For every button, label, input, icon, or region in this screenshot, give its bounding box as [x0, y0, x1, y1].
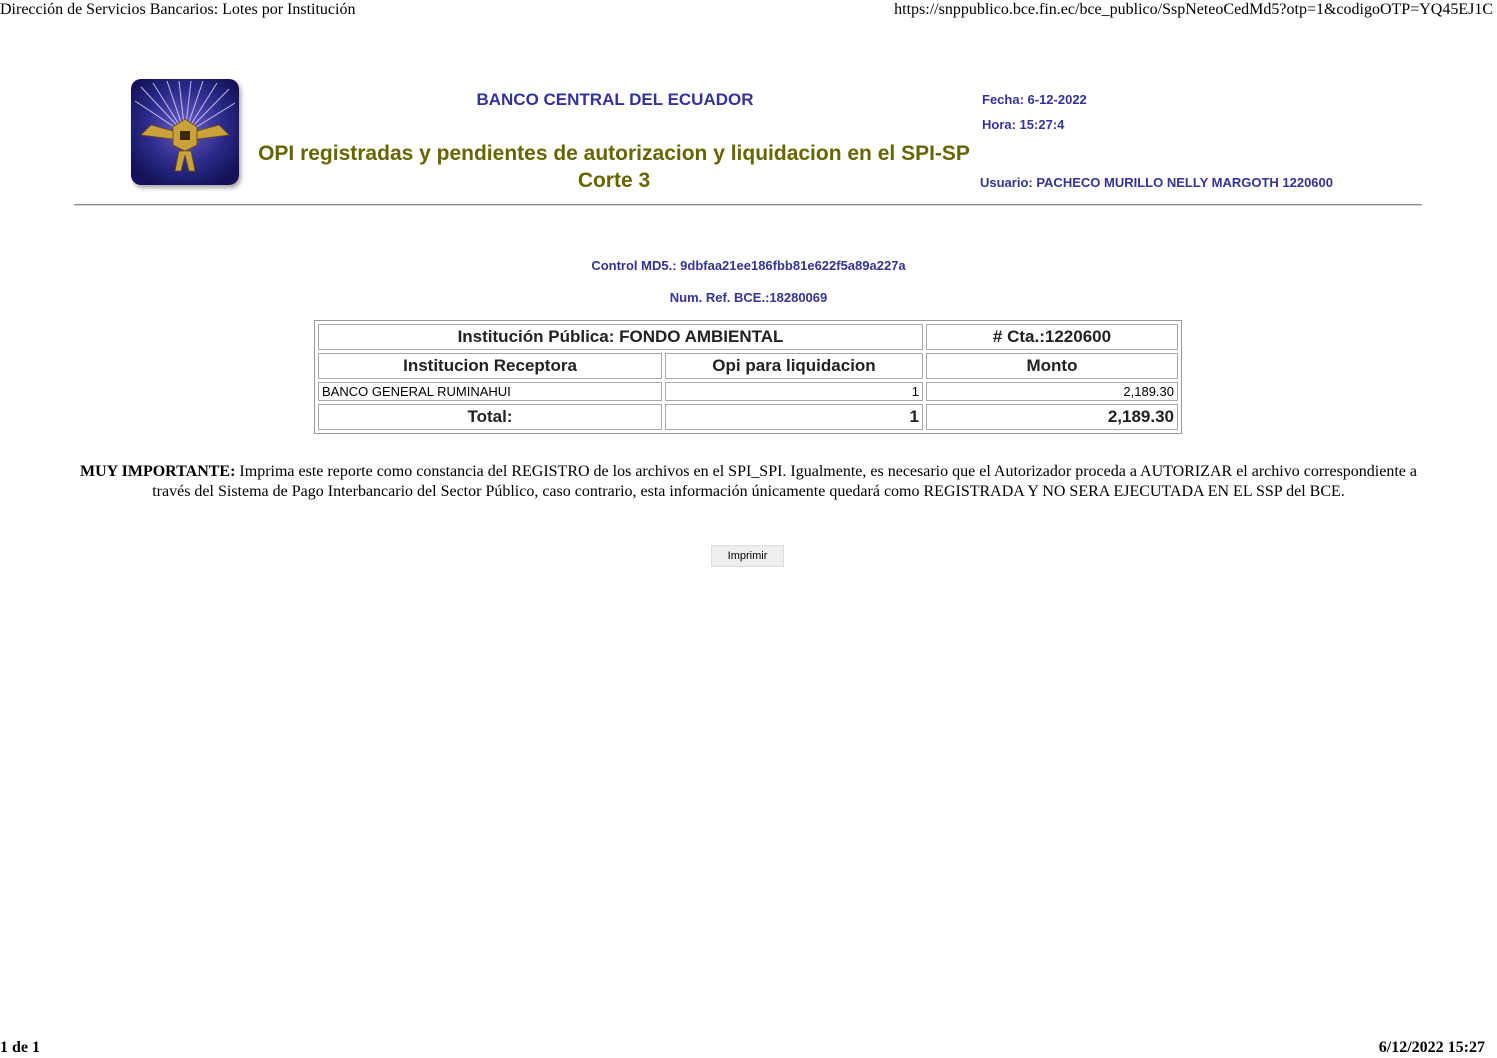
report-user: Usuario: PACHECO MURILLO NELLY MARGOTH 1220600 [980, 175, 1333, 190]
print-button[interactable]: Imprimir [711, 545, 784, 567]
important-notice [76, 462, 1421, 502]
notice-text: Imprima este reporte como constancia del REGISTRO de los archivos en el SPI_SPI. Igualmente, es necesario que el Autorizador proceda a AUTORIZAR el archivo correspondiente a través del Sistema de Pago Interbancario del Sector Público, caso contrario, esta información únicamente quedará como REGISTRADA Y NO SERA EJECUTADA EN EL SSP del BCE. [152, 463, 1417, 500]
column-header-monto: Monto [926, 353, 1178, 379]
total-monto: 2,189.30 [926, 404, 1178, 430]
report-title-main: OPI registradas y pendientes de autorizacion y liquidacion en el SPI-SP [258, 142, 970, 165]
report-date: Fecha: 6-12-2022 [982, 92, 1087, 107]
cell-receptora: BANCO GENERAL RUMINAHUI [318, 382, 662, 401]
control-md5: Control MD5.: 9dbfaa21ee186fbb81e622f5a89a227a [591, 258, 906, 273]
cell-monto: 2,189.30 [926, 382, 1178, 401]
report-time: Hora: 15:27:4 [982, 117, 1065, 132]
bce-logo [131, 79, 239, 185]
total-opi: 1 [665, 404, 923, 430]
report-subtitle: Corte 3 [577, 169, 651, 192]
notice-label: MUY IMPORTANTE: [80, 463, 236, 480]
reference-number: Num. Ref. BCE.:18280069 [669, 290, 828, 305]
total-row [318, 404, 1178, 430]
account-number: # Cta.:1220600 [926, 324, 1178, 350]
institution-row [318, 324, 1178, 350]
print-datetime: 6/12/2022 15:27 [1378, 1039, 1485, 1056]
page-number: 1 de 1 [0, 1039, 40, 1056]
column-header-row [318, 353, 1178, 379]
print-header-url: https://snppublico.bce.fin.ec/bce_publico/SspNeteoCedMd5?otp=1&codigoOTP=YQ45EJ1C [894, 1, 1493, 18]
institution-name: Institución Pública: FONDO AMBIENTAL [318, 324, 923, 350]
table-row [318, 382, 1178, 401]
total-label: Total: [318, 404, 662, 430]
lots-table [314, 320, 1182, 434]
column-header-receptora: Institucion Receptora [318, 353, 662, 379]
column-header-opi: Opi para liquidacion [665, 353, 923, 379]
cell-opi: 1 [665, 382, 923, 401]
report-title [248, 140, 980, 194]
condor-emblem-icon [131, 79, 239, 185]
header-divider [74, 204, 1422, 206]
bank-name: BANCO CENTRAL DEL ECUADOR [476, 90, 754, 109]
print-header-title: Dirección de Servicios Bancarios: Lotes por Institución [0, 1, 356, 18]
